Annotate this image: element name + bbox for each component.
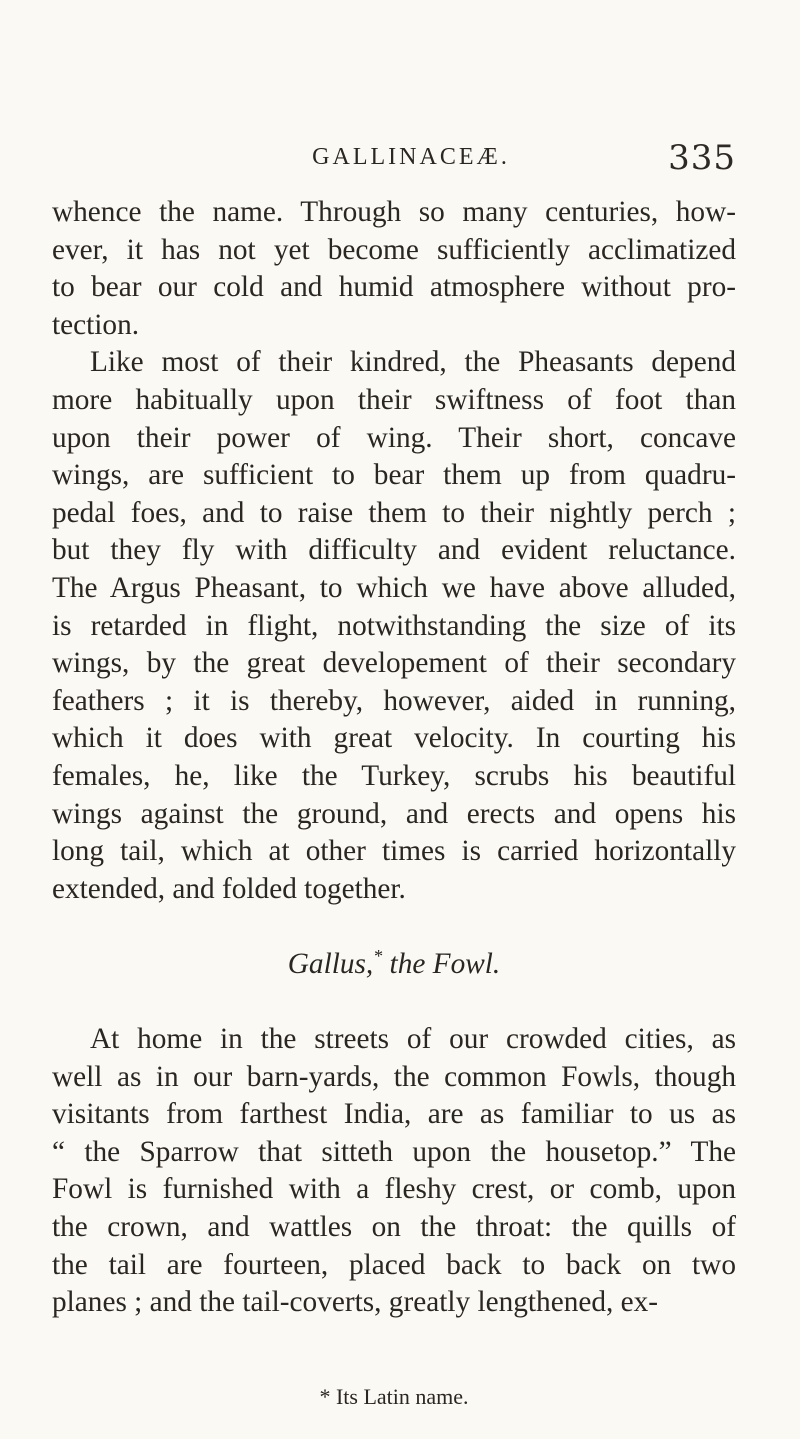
text-line: The Argus Pheasant, to which we have above alluded, bbox=[52, 571, 736, 604]
text-line: Fowl is furnished with a fleshy crest, or comb, upon bbox=[52, 1173, 736, 1206]
text-line: the crown, and wattles on the throat: the quills of bbox=[52, 1211, 736, 1244]
text-line: tection. bbox=[52, 308, 140, 341]
body-text bbox=[52, 194, 736, 1322]
paragraph bbox=[52, 194, 736, 344]
text-line: feathers ; it is thereby, however, aided in running, bbox=[52, 684, 736, 717]
text-line: planes ; and the tail-coverts, greatly lengthened, ex- bbox=[52, 1286, 659, 1319]
running-title: GALLINACEÆ. bbox=[312, 144, 510, 170]
section-heading bbox=[52, 946, 736, 984]
text-line: long tail, which at other times is carried horizontally bbox=[52, 835, 736, 868]
footnote-marker: * bbox=[373, 946, 383, 967]
running-head bbox=[86, 138, 736, 178]
text-line: is retarded in flight, notwithstanding the size of its bbox=[52, 609, 736, 642]
text-line: extended, and folded together. bbox=[52, 872, 406, 905]
text-line: more habitually upon their swiftness of foot than bbox=[52, 383, 736, 416]
text-line: upon their power of wing. Their short, concave bbox=[52, 421, 736, 454]
text-line: “ the Sparrow that sitteth upon the housetop.” The bbox=[52, 1135, 736, 1168]
text-line: well as in our barn-yards, the common Fowls, though bbox=[52, 1060, 736, 1093]
text-line: wings, by the great developement of their secondary bbox=[52, 647, 736, 680]
text-line: whence the name. Through so many centuries, how- bbox=[52, 196, 736, 228]
footnote: * Its Latin name. bbox=[319, 1384, 469, 1409]
text-line: to bear our cold and humid atmosphere without pro- bbox=[52, 271, 736, 304]
text-line: visitants from farthest India, are as familiar to us as bbox=[52, 1098, 736, 1131]
text-line: Like most of their kindred, the Pheasants depend bbox=[90, 346, 736, 379]
text-line: females, he, like the Turkey, scrubs his beautiful bbox=[52, 759, 736, 792]
text-line: wings, are sufficient to bear them up from quadru- bbox=[52, 459, 736, 492]
paragraph bbox=[52, 344, 736, 908]
page-number: 335 bbox=[668, 138, 736, 178]
paragraph bbox=[52, 1021, 736, 1322]
text-line: which it does with great velocity. In courting his bbox=[52, 722, 736, 755]
text-line: ever, it has not yet become sufficiently acclimatized bbox=[52, 233, 736, 266]
common-name: the Fowl. bbox=[382, 947, 501, 980]
text-line: pedal foes, and to raise them to their nightly perch ; bbox=[52, 496, 736, 529]
text-line: but they fly with difficulty and evident reluctance. bbox=[52, 534, 736, 567]
text-line: At home in the streets of our crowded cities, as bbox=[90, 1023, 736, 1056]
genus-name: Gallus, bbox=[287, 947, 374, 980]
text-line: wings against the ground, and erects and opens his bbox=[52, 797, 736, 830]
text-line: the tail are fourteen, placed back to back on two bbox=[52, 1248, 736, 1281]
